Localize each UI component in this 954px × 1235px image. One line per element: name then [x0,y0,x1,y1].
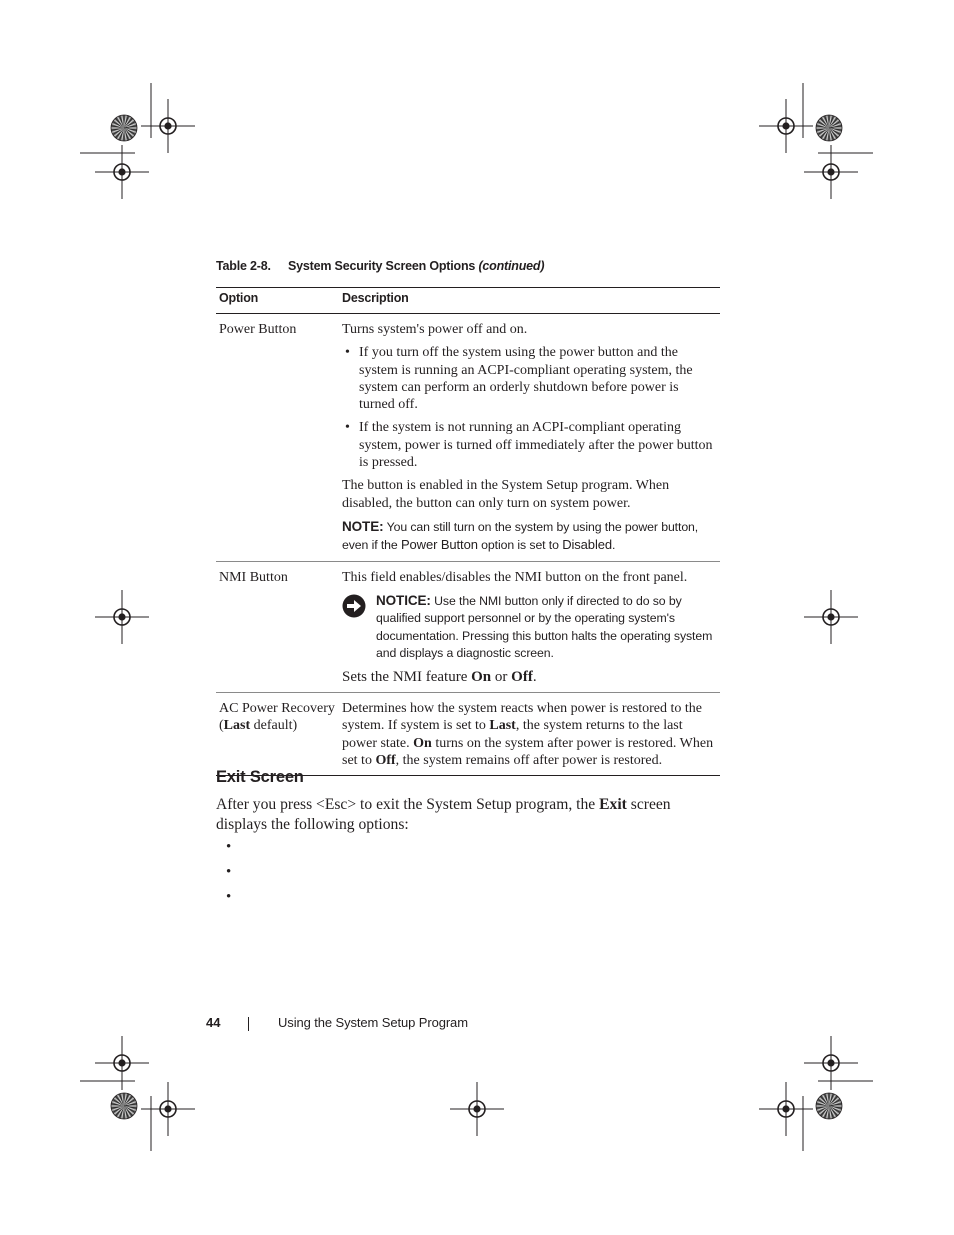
page-number: 44 [206,1015,221,1030]
section-heading: Exit Screen [216,768,304,786]
desc-text: turns on the system after power is restored. When set to [342,735,714,769]
desc-keyword: On [413,735,432,751]
list-item: • [226,864,232,880]
list-item: • [226,889,232,905]
option-nmi-button: NMI Button [219,569,288,585]
after-keyword: Off [511,668,533,685]
footer-title: Using the System Setup Program [278,1015,468,1030]
description-bullets [342,344,716,471]
desc-text: , the system remains off after power is restored. [395,753,663,769]
desc-text: Determines how the system reacts when power is restored to the system. If system is set to [342,701,703,734]
description-after [342,669,716,686]
desc-keyword: Last [489,718,516,734]
description-ac-power-recovery [339,693,720,775]
registration-mark-icon [759,1082,813,1136]
notice-body: Use the NMI button only if directed to do so by qualified support personnel or by the operating system's documentation. Pressing this button halts the operating system and displays a diagnostic screen. [376,593,713,661]
color-target-icon [111,115,137,141]
note-text: option is set to [481,538,559,553]
registration-mark-icon [141,1082,195,1136]
description-intro: This field enables/disables the NMI button on the front panel. [342,569,688,585]
description-intro: Turns system's power off and on. [342,322,528,337]
table-row [216,314,720,562]
table-header-row [216,288,720,314]
header-description: Description [342,291,409,305]
security-options-table [216,287,720,776]
desc-text: , the system returns to the last power state. [342,718,683,751]
description-intro [342,700,716,769]
notice-block [342,592,716,663]
notice-arrow-icon [342,592,376,663]
table-caption [216,259,544,273]
list-item: • [226,839,232,855]
header-option: Option [219,291,259,305]
registration-mark-icon [804,1036,858,1090]
section-paragraph [216,795,716,834]
option-text: default) [250,718,298,734]
table-caption-continued: (continued) [478,259,545,273]
note-label: NOTE: [342,518,384,534]
note-text: You can still turn on the system by using the power button, even if the [342,519,699,553]
option-keyword: Last [223,718,251,734]
note-block [342,518,716,555]
registration-mark-icon [95,590,149,644]
paragraph-text: After you press <Esc> to exit the System Setup program, the [216,796,596,813]
desc-keyword: Off [375,753,396,769]
color-target-icon [111,1093,137,1119]
after-keyword: On [471,668,492,685]
bullet-item: • If the system is not running an ACPI-compliant operating system, power is turned off immediately after the power button is pressed. [342,419,716,471]
description-power-button [339,314,720,561]
paragraph-text: screen displays the following options: [216,796,671,833]
notice-text [376,592,716,663]
table-caption-title: System Security Screen Options [288,259,476,273]
description-after: The button is enabled in the System Setup program. When disabled, the button can only turn on system power. [342,478,670,511]
registration-mark-icon [804,590,858,644]
exit-options-list [226,838,231,913]
footer-separator [248,1017,249,1031]
color-target-icon [816,115,842,141]
option-power-button: Power Button [219,322,297,337]
note-text: . [612,538,616,553]
table-row [216,693,720,775]
option-text: AC Power Recovery ( [219,701,335,734]
notice-label: NOTICE: [376,592,431,608]
color-target-icon [816,1093,842,1119]
note-keyword: Power Button [400,537,478,553]
after-text: . [532,668,537,685]
registration-mark-icon [759,99,813,153]
paragraph-keyword: Exit [599,796,627,813]
registration-mark-icon [450,1082,504,1136]
registration-mark-icon [95,1036,149,1090]
after-text: or [494,668,508,685]
table-caption-number: Table 2-8. [216,259,271,273]
bullet-item: • If you turn off the system using the power button and the system is running an ACPI-compliant operating system, the system can perform an orderly shutdown before power is turned off. [342,344,716,413]
registration-mark-icon [141,99,195,153]
after-text: Sets the NMI feature [342,668,468,685]
note-keyword: Disabled [562,537,612,553]
description-nmi-button [339,562,720,693]
option-ac-power-recovery [216,693,339,775]
table-row [216,562,720,694]
